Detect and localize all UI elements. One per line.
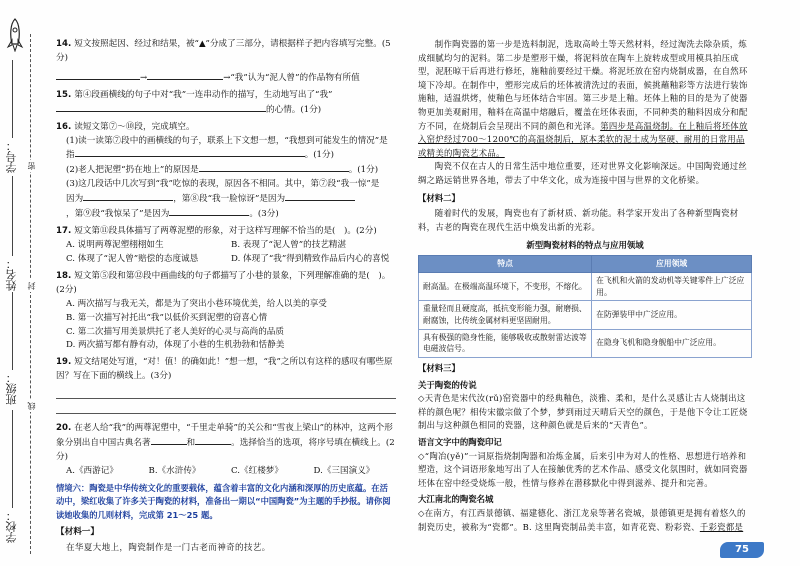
table-header-feature: 特点 (419, 256, 592, 273)
q20-blank-1[interactable] (151, 436, 187, 445)
q16-1-blank[interactable] (75, 148, 305, 157)
question-15: 15. 第④段画横线的句子中对“我”一连串动作的描写，生动地写出了“我” 的心情。(1分) (56, 89, 333, 115)
question-18: 18. 短文第⑤段和第⑫段中画曲线的句子都描写了小巷的景象，下列理解准确的是( )。(2分) A. 两次描写与我无关，都是为了突出小巷环境优美，给人以美的享受 B. 第一次描写衬托出“我”以低价买到泥塑的窃喜心情 C. 第二次描写用美景烘托了老人美好的心灵与高尚的品质 D. 两次描写都有静有动，体现了小巷的生机勃勃和恬静美 (56, 270, 396, 354)
q17-option-b[interactable]: B. 表现了“泥人曾”的技艺精湛 (231, 239, 347, 250)
seal-mi: 密 (27, 162, 36, 170)
q14-flow: → →“我”认为“泥人曾”的作品物有所值 (56, 71, 396, 86)
table-cell: 重量轻而且硬度高，抵抗变形能力强，耐磨损、耐腐蚀，比传统金属材料更坚固耐用。 (419, 301, 592, 329)
table-row (419, 272, 752, 300)
table-cell: 在防弹装甲中广泛应用。 (592, 301, 752, 329)
class-label: 班级： (5, 372, 18, 405)
table-header-row (419, 256, 752, 273)
q20-option-b[interactable]: B.《水浒传》 (148, 465, 201, 476)
school-line (12, 410, 13, 508)
q16-3a-blank[interactable] (83, 192, 173, 201)
language-subheading: 语言文字中的陶瓷印记 (418, 437, 502, 447)
seal-feng: 封 (27, 282, 36, 290)
material-3-heading: 【材料三】 (418, 362, 460, 373)
ceramics-table (418, 255, 752, 358)
cities-subheading: 大江南北的陶瓷名城 (418, 494, 494, 505)
student-id-label: 学号： (5, 140, 18, 173)
q17-option-c[interactable]: C. 体现了“泥人曾”赔偿的态度诚恳 (66, 253, 199, 264)
table-row (419, 301, 752, 329)
q16-2-blank[interactable] (199, 163, 349, 172)
material-2-heading: 【材料二】 (418, 192, 460, 203)
q20-option-c[interactable]: C.《红楼梦》 (231, 465, 283, 476)
q19-answer-line-2[interactable] (56, 401, 396, 414)
q19-answer-line-1[interactable] (56, 386, 396, 399)
name-line (12, 176, 13, 256)
material-2-text: 随着时代的发展，陶瓷也有了新材质、新功能。科学家开发出了各种新型陶瓷材料，古老的陶瓷在现代生活中焕发出新的光彩。 (418, 208, 739, 232)
q17-option-d[interactable]: D. 体现了“我”得到精致作品后内心的喜悦 (231, 253, 390, 264)
scenario-six: 情境六：陶瓷是中华传统文化的重要载体，蕴含着丰富的文化内涵和深厚的历史底蕴。在活动中，梁红收集了许多关于陶瓷的材料，准备出一期以“中国陶瓷”为主题的手抄报。请你阅读她收集的几则材料，完成第 21～25 题。 (56, 482, 391, 520)
material-1-para-1: 制作陶瓷器的第一步是选料制泥，选取高岭土等天然材料，经过淘洗去除杂质，炼成细腻均匀的泥料。第二步是塑形干燥，将泥料放在陶车上旋转成型或用模具拍压成型，泥胚晾干后再进行修坯，施釉前要经过干燥。将泥坯放在窑内烧制成器，在自然环境下冷却。在制作中，塑形完成后的坯体被清洗过的表面，候挑蘸釉彩等方法进行装饰施釉，适温烘烤，使釉色与坯体结合牢固。第三步是上釉。坯体上釉的目的是为了使器物更加美观耐用，釉料在高温中熔融后，覆盖在坯体表面，不同种类的釉料因成分和配方不同，在烧制后会呈现出不同的颜色和光泽。第四步是高温烧制。在上釉后将坯体放入窑炉经过700～1200℃的高温烧制后，原本柔软的泥土成为坚硬、耐用的日常用品或精美的陶瓷艺术品。 (418, 39, 748, 158)
q20-blank-2[interactable] (195, 436, 231, 445)
left-column (56, 38, 396, 556)
table-cell: 在隐身飞机和隐身舰船中广泛应用。 (592, 329, 752, 357)
q17-options (56, 239, 396, 267)
question-20: 20. 在老人给“我”的两尊泥塑中，“千里走单骑”的关公和“雪夜上梁山”的林冲，这两个形象分别出自中国古典名著 和 。选择恰当的选项，将序号填在横线上。(2分) A.《西游记》 B.《水浒传》 C.《红楼梦》 D.《三国演义》 (56, 422, 396, 479)
q18-option-d[interactable]: D. 两次描写都有静有动，体现了小巷的生机勃勃和恬静美 (66, 340, 285, 351)
class-line (12, 292, 13, 370)
material-1-para-2: 陶瓷不仅在古人的日常生活中地位重要，还对世界文化影响深远。中国陶瓷通过丝绸之路远销世界各地，带去了中华文化，成为连接中国与世界的文化桥梁。 (418, 161, 748, 186)
table-cell: 耐高温。在极端高温环境下，不变形，不熔化。 (419, 272, 592, 300)
q18-option-a[interactable]: A. 两次描写与我无关，都是为了突出小巷环境优美，给人以美的享受 (66, 298, 327, 309)
q16-3c-blank[interactable] (169, 207, 249, 216)
q14-blank-2[interactable] (147, 71, 223, 80)
q20-option-d[interactable]: D.《三国演义》 (313, 465, 375, 476)
table-title: 新型陶瓷材料的特点与应用领域 (526, 239, 644, 250)
school-label: 学校： (5, 510, 18, 543)
legend-subheading: 关于陶瓷的传说 (418, 379, 477, 390)
name-label: 姓名： (5, 258, 18, 291)
table-header-application: 应用领域 (592, 256, 752, 273)
question-14: 14. 短文按照起因、经过和结果，被“▲”分成了三部分，请根据样子把内容填写完整。(5分) → →“我”认为“泥人曾”的作品物有所值 (56, 38, 396, 86)
table-row (419, 329, 752, 357)
q20-options (56, 465, 396, 479)
q18-option-b[interactable]: B. 第一次描写衬托出“我”以低价买到泥塑的窃喜心情 (66, 312, 268, 323)
material-1-text: 在华夏大地上，陶瓷制作是一门古老而神奇的技艺。 (66, 543, 271, 554)
seal-xian: 线 (27, 402, 36, 410)
binding-margin (0, 0, 50, 566)
q14-blank-1[interactable] (56, 71, 140, 80)
page-number: 75 (720, 542, 764, 558)
q20-option-a[interactable]: A.《西游记》 (66, 465, 118, 476)
material-1-heading: 【材料一】 (56, 527, 99, 538)
question-19: 19. 短文结尾处写道，“对！值！的确如此！”想一想，“我”之所以有这样的感叹有哪些原因？写在下面的横线上。(3分) (56, 356, 396, 414)
q18-option-c[interactable]: C. 第二次描写用美景烘托了老人美好的心灵与高尚的品质 (66, 326, 284, 337)
q15-blank[interactable] (56, 103, 266, 112)
right-column (418, 38, 752, 534)
question-17: 17. 短文第⑪段具体描写了两尊泥塑的形象，对于这样写理解不恰当的是( )。(2分) A. 说明两尊泥塑栩栩如生 B. 表现了“泥人曾”的技艺精湛 C. 体现了“泥人曾”赔偿的态度诚恳 D. 体现了“我”得到精致作品后内心的喜悦 (56, 225, 396, 267)
rocket-icon (6, 18, 24, 52)
student-id-line (12, 60, 13, 138)
question-16: 16. 读短文第⑦～⑩段，完成填空。 (1)读一读第⑦段中的画横线的句子，联系上下文想一想，“我想到可能发生的情况”是 指 。(1分) (2)老人把泥塑“扔在地上”的原因是 。(1分) (3)这几段话中几次写到“我”吃惊的表现，原因各不相同。其中，第⑦段“我一惊”是 因为 ，第⑧段“我一脸惊讶”是因为 ，第⑨段“我惊呆了”是因为 。(3分) (56, 121, 388, 220)
q16-3b-blank[interactable] (285, 192, 355, 201)
table-cell: 在飞机和火箭的发动机等关键零件上广泛应用。 (592, 272, 752, 300)
cities-text: ◇在南方，有江西景德镇、福建德化、浙江龙泉等著名瓷城，景德镇更是拥有着悠久的制瓷历史，被称为“瓷都”。B. 这里陶瓷制品美丰富，如青花瓷、粉彩瓷、千彩瓷都是 (418, 508, 746, 532)
q17-option-a[interactable]: A. 说明两尊泥塑栩栩如生 (66, 239, 164, 250)
table-cell: 具有极强的隐身性能，能够吸收或散射雷达波等电磁波信号。 (419, 329, 592, 357)
legend-text: ◇天青色是宋代汝(rǔ)窑瓷器中的经典釉色，淡雅、柔和，是什么灵感让古人烧制出这样的颜色呢？相传宋徽宗做了个梦，梦到雨过天晴后天空的颜色，于是他下令让工匠烧制出与这种颜色相同的瓷器，这种颜色就是后来的“天青色”。 (418, 393, 748, 431)
language-text: ◇“陶冶(yě)”一词原指烧制陶器和冶炼金属，后来引申为对人的性格、思想进行培养和塑造，这个词语形象地写出了人在接触优秀的艺术作品、感受文化氛围时，就如同瓷器坯体在窑中经受烧炼一般，性情与修养在潜移默化中得到滋养、提升和完善。 (418, 450, 748, 488)
cut-line (30, 34, 31, 554)
